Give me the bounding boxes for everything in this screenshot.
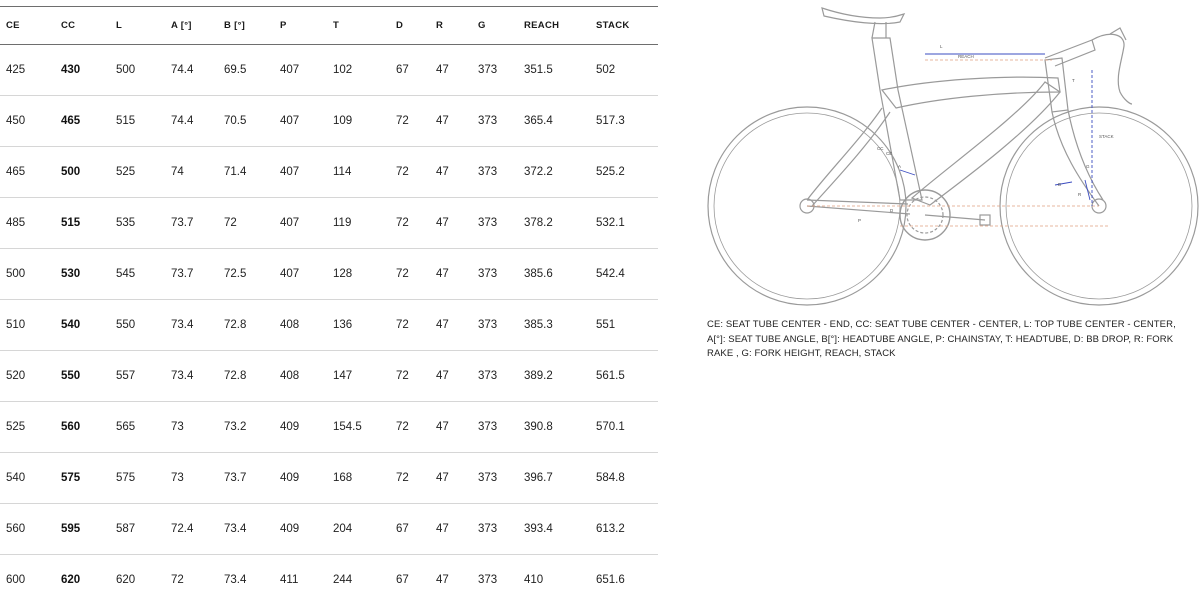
table-cell: 128 xyxy=(327,249,390,300)
table-cell: 74 xyxy=(165,147,218,198)
table-cell: 372.2 xyxy=(518,147,590,198)
table-cell: 72 xyxy=(390,453,430,504)
table-row xyxy=(0,249,658,300)
table-body xyxy=(0,45,658,605)
table-cell: 525 xyxy=(0,402,55,453)
table-cell: 373 xyxy=(472,96,518,147)
column-header: CE xyxy=(0,7,55,45)
table-cell: 72 xyxy=(390,351,430,402)
table-cell: 72 xyxy=(390,198,430,249)
table-cell: 595 xyxy=(55,504,110,555)
table-cell: 47 xyxy=(430,453,472,504)
column-header: A [°] xyxy=(165,7,218,45)
column-header: R xyxy=(430,7,472,45)
table-cell: 47 xyxy=(430,402,472,453)
table-row xyxy=(0,351,658,402)
label-l: L xyxy=(940,44,943,49)
seat-tube xyxy=(872,38,922,200)
table-cell: 47 xyxy=(430,147,472,198)
table-cell: 407 xyxy=(274,198,327,249)
seat-angle-mark xyxy=(900,170,915,175)
chainstay xyxy=(807,200,910,214)
table-cell: 73.4 xyxy=(218,504,274,555)
table-header xyxy=(0,7,658,45)
head-tube xyxy=(1045,58,1068,112)
table-cell: 485 xyxy=(0,198,55,249)
table-cell: 73.7 xyxy=(218,453,274,504)
table-cell: 73.4 xyxy=(165,300,218,351)
table-cell: 168 xyxy=(327,453,390,504)
table-cell: 561.5 xyxy=(590,351,658,402)
fork-rake-mark xyxy=(1085,180,1090,200)
table-cell: 525.2 xyxy=(590,147,658,198)
column-header: T xyxy=(327,7,390,45)
label-t: T xyxy=(1072,78,1075,83)
label-p: P xyxy=(858,218,861,223)
geometry-legend-caption: CE: SEAT TUBE CENTER - END, CC: SEAT TUBE CENTER - CENTER, L: TOP TUBE CENTER - CENTER, A[°]: SEAT TUBE ANGLE, B[°]: HEADTUBE ANGLE, P: CHAINSTAY, T: HEADTUBE, D: BB DROP, R: FORK RAKE , G: FORK HEIGHT, REACH, STACK xyxy=(707,318,1177,362)
label-r: R xyxy=(1078,192,1082,197)
table-cell: 72 xyxy=(390,402,430,453)
column-header: CC xyxy=(55,7,110,45)
label-reach: REACH xyxy=(958,54,974,59)
bike-diagram-svg xyxy=(700,0,1200,310)
column-header: G xyxy=(472,7,518,45)
table-cell: 560 xyxy=(0,504,55,555)
seatpost xyxy=(872,22,886,38)
table-cell: 407 xyxy=(274,147,327,198)
table-row xyxy=(0,402,658,453)
table-cell: 72 xyxy=(218,198,274,249)
table-cell: 520 xyxy=(0,351,55,402)
table-cell: 72 xyxy=(390,249,430,300)
table-cell: 73.7 xyxy=(165,249,218,300)
table-cell: 109 xyxy=(327,96,390,147)
table-cell: 409 xyxy=(274,453,327,504)
table-cell: 73.7 xyxy=(165,198,218,249)
table-row xyxy=(0,300,658,351)
table-cell: 373 xyxy=(472,351,518,402)
table-cell: 69.5 xyxy=(218,45,274,96)
label-g: G xyxy=(1086,164,1090,169)
table-cell: 385.6 xyxy=(518,249,590,300)
table-cell: 407 xyxy=(274,96,327,147)
label-ce: CE xyxy=(886,151,892,156)
table-cell: 73 xyxy=(165,453,218,504)
table-cell: 72 xyxy=(390,300,430,351)
table-cell: 393.4 xyxy=(518,504,590,555)
table-cell: 136 xyxy=(327,300,390,351)
table-cell: 373 xyxy=(472,453,518,504)
table-cell: 430 xyxy=(55,45,110,96)
handlebar xyxy=(1092,34,1132,104)
header-row xyxy=(0,7,658,45)
table-cell: 409 xyxy=(274,402,327,453)
table-cell: 74.4 xyxy=(165,45,218,96)
table-cell: 47 xyxy=(430,555,472,605)
table-cell: 72 xyxy=(165,555,218,605)
table-cell: 244 xyxy=(327,555,390,605)
column-header: D xyxy=(390,7,430,45)
table-cell: 72.4 xyxy=(165,504,218,555)
table-cell: 407 xyxy=(274,45,327,96)
table-cell: 525 xyxy=(110,147,165,198)
label-cc: CC xyxy=(877,146,884,151)
table-cell: 515 xyxy=(110,96,165,147)
table-cell: 620 xyxy=(110,555,165,605)
column-header: P xyxy=(274,7,327,45)
table-cell: 551 xyxy=(590,300,658,351)
table-cell: 500 xyxy=(55,147,110,198)
table-cell: 407 xyxy=(274,249,327,300)
table-cell: 540 xyxy=(55,300,110,351)
table-cell: 70.5 xyxy=(218,96,274,147)
table-cell: 373 xyxy=(472,300,518,351)
table-cell: 517.3 xyxy=(590,96,658,147)
table-row xyxy=(0,555,658,605)
table-cell: 67 xyxy=(390,555,430,605)
table-cell: 389.2 xyxy=(518,351,590,402)
table-cell: 385.3 xyxy=(518,300,590,351)
table-cell: 408 xyxy=(274,300,327,351)
label-a: A xyxy=(898,164,901,169)
table-cell: 47 xyxy=(430,45,472,96)
table-cell: 502 xyxy=(590,45,658,96)
table-cell: 535 xyxy=(110,198,165,249)
table-cell: 71.4 xyxy=(218,147,274,198)
stem xyxy=(1045,40,1095,66)
table-cell: 47 xyxy=(430,96,472,147)
table-cell: 575 xyxy=(55,453,110,504)
table-cell: 378.2 xyxy=(518,198,590,249)
table-cell: 411 xyxy=(274,555,327,605)
table-cell: 73.2 xyxy=(218,402,274,453)
table-cell: 154.5 xyxy=(327,402,390,453)
table-cell: 72 xyxy=(390,147,430,198)
table-cell: 119 xyxy=(327,198,390,249)
table-cell: 575 xyxy=(110,453,165,504)
table-cell: 450 xyxy=(0,96,55,147)
table-cell: 542.4 xyxy=(590,249,658,300)
table-cell: 390.8 xyxy=(518,402,590,453)
table-cell: 373 xyxy=(472,45,518,96)
table-cell: 72.5 xyxy=(218,249,274,300)
table-cell: 67 xyxy=(390,45,430,96)
table-cell: 408 xyxy=(274,351,327,402)
label-stack: STACK xyxy=(1099,134,1114,139)
table-cell: 545 xyxy=(110,249,165,300)
table-cell: 47 xyxy=(430,351,472,402)
table-cell: 584.8 xyxy=(590,453,658,504)
table-cell: 651.6 xyxy=(590,555,658,605)
table-cell: 550 xyxy=(55,351,110,402)
table-cell: 373 xyxy=(472,249,518,300)
table-row xyxy=(0,147,658,198)
column-header: B [°] xyxy=(218,7,274,45)
column-header: REACH xyxy=(518,7,590,45)
table-cell: 72 xyxy=(390,96,430,147)
table-cell: 47 xyxy=(430,198,472,249)
table-cell: 510 xyxy=(0,300,55,351)
bike-geometry-diagram xyxy=(700,0,1200,310)
table-row xyxy=(0,504,658,555)
table-cell: 465 xyxy=(0,147,55,198)
table-cell: 102 xyxy=(327,45,390,96)
table-cell: 557 xyxy=(110,351,165,402)
geometry-table xyxy=(0,6,658,605)
table-cell: 620 xyxy=(55,555,110,605)
table-cell: 600 xyxy=(0,555,55,605)
table-cell: 373 xyxy=(472,555,518,605)
table-cell: 565 xyxy=(110,402,165,453)
table-cell: 74.4 xyxy=(165,96,218,147)
table-cell: 147 xyxy=(327,351,390,402)
table-cell: 373 xyxy=(472,147,518,198)
table-cell: 373 xyxy=(472,504,518,555)
table-cell: 47 xyxy=(430,504,472,555)
top-tube xyxy=(882,77,1060,108)
table-cell: 73.4 xyxy=(218,555,274,605)
table-row xyxy=(0,45,658,96)
table-cell: 409 xyxy=(274,504,327,555)
table-cell: 532.1 xyxy=(590,198,658,249)
table-cell: 500 xyxy=(110,45,165,96)
saddle xyxy=(822,8,904,24)
table-row xyxy=(0,96,658,147)
table-cell: 373 xyxy=(472,402,518,453)
column-header: STACK xyxy=(590,7,658,45)
table-cell: 560 xyxy=(55,402,110,453)
table-cell: 550 xyxy=(110,300,165,351)
label-d: D xyxy=(890,208,894,213)
label-b: B xyxy=(1058,182,1061,187)
table-cell: 500 xyxy=(0,249,55,300)
table-cell: 73.4 xyxy=(165,351,218,402)
table-cell: 73 xyxy=(165,402,218,453)
table-cell: 72.8 xyxy=(218,351,274,402)
table-cell: 530 xyxy=(55,249,110,300)
table-cell: 365.4 xyxy=(518,96,590,147)
table-cell: 351.5 xyxy=(518,45,590,96)
table-cell: 47 xyxy=(430,249,472,300)
crank-arm xyxy=(925,215,985,220)
table-cell: 373 xyxy=(472,198,518,249)
table-cell: 540 xyxy=(0,453,55,504)
table-cell: 47 xyxy=(430,300,472,351)
table-cell: 515 xyxy=(55,198,110,249)
table-cell: 613.2 xyxy=(590,504,658,555)
column-header: L xyxy=(110,7,165,45)
table-cell: 114 xyxy=(327,147,390,198)
table-cell: 570.1 xyxy=(590,402,658,453)
table-cell: 410 xyxy=(518,555,590,605)
table-cell: 425 xyxy=(0,45,55,96)
table-cell: 465 xyxy=(55,96,110,147)
table-row xyxy=(0,198,658,249)
table-cell: 204 xyxy=(327,504,390,555)
table-row xyxy=(0,453,658,504)
table-cell: 396.7 xyxy=(518,453,590,504)
table-cell: 72.8 xyxy=(218,300,274,351)
table-cell: 67 xyxy=(390,504,430,555)
table-cell: 587 xyxy=(110,504,165,555)
